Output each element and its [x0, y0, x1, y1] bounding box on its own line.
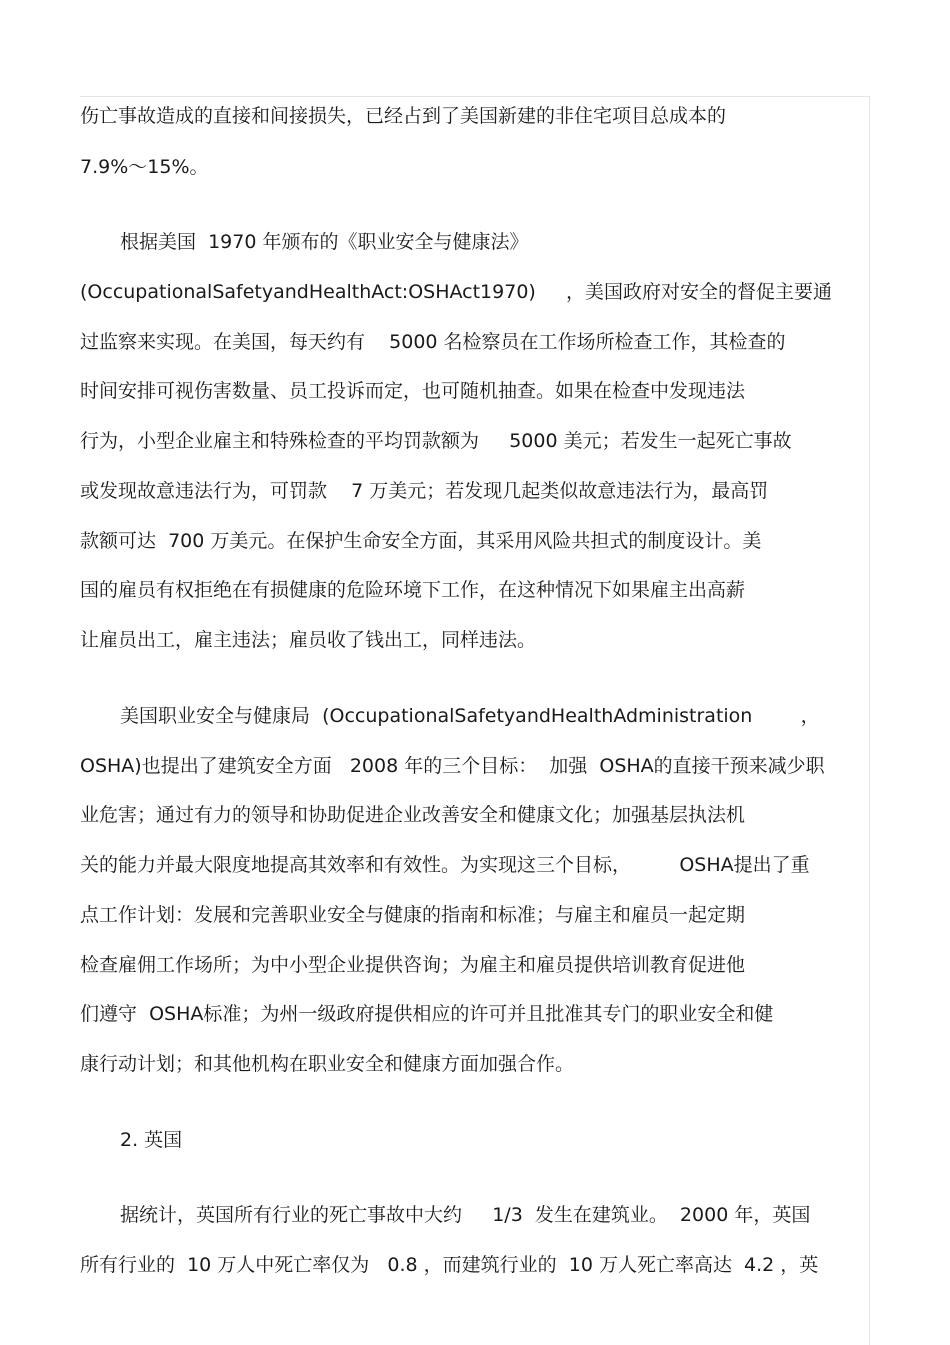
text-line: 7.9%～15%。: [80, 156, 209, 178]
text-line: 过监察来实现。在美国，每天约有 5000 名检察员在工作场所检查工作，其检查的: [80, 331, 786, 353]
text-line: 关的能力并最大限度地提高其效率和有效性。为实现这三个目标， OSHA提出了重: [80, 854, 810, 876]
page-border-right: [869, 96, 870, 1345]
text-line: 让雇员出工，雇主违法；雇员收了钱出工，同样违法。: [80, 629, 537, 651]
text-line: 业危害；通过有力的领导和协助促进企业改善安全和健康文化；加强基层执法机: [80, 804, 746, 826]
text-line: 根据美国 1970 年颁布的《职业安全与健康法》: [120, 231, 529, 253]
text-line: 国的雇员有权拒绝在有损健康的危险环境下工作，在这种情况下如果雇主出高薪: [80, 579, 746, 601]
page-border-top: [80, 96, 870, 97]
section-heading: 2. 英国: [120, 1129, 183, 1151]
text-line: OSHA)也提出了建筑安全方面 2008 年的三个目标： 加强 OSHA的直接干预来减少职: [80, 755, 825, 777]
text-line: 美国职业安全与健康局 (OccupationalSafetyandHealthAdministration ，: [120, 705, 820, 727]
text-line: 们遵守 OSHA标准；为州一级政府提供相应的许可并且批准其专门的职业安全和健: [80, 1003, 774, 1025]
text-line: (OccupationalSafetyandHealthAct:OSHAct1970) ，美国政府对安全的督促主要通: [80, 281, 833, 303]
text-line: 据统计，英国所有行业的死亡事故中大约 1/3 发生在建筑业。 2000 年，英国: [120, 1204, 811, 1226]
text-line: 或发现故意违法行为，可罚款 7 万美元；若发现几起类似故意违法行为，最高罚: [80, 480, 769, 502]
text-line: 检查雇佣工作场所；为中小型企业提供咨询；为雇主和雇员提供培训教育促进他: [80, 954, 746, 976]
text-line: 时间安排可视伤害数量、员工投诉而定，也可随机抽查。如果在检查中发现违法: [80, 380, 746, 402]
text-line: 所有行业的 10 万人中死亡率仅为 0.8 ，而建筑行业的 10 万人死亡率高达 4.2 ，英: [80, 1254, 819, 1276]
text-line: 行为，小型企业雇主和特殊检查的平均罚款额为 5000 美元；若发生一起死亡事故: [80, 430, 792, 452]
text-line: 点工作计划：发展和完善职业安全与健康的指南和标准；与雇主和雇员一起定期: [80, 904, 746, 926]
text-line: 款额可达 700 万美元。在保护生命安全方面，其采用风险共担式的制度设计。美: [80, 530, 762, 552]
text-line: 康行动计划；和其他机构在职业安全和健康方面加强合作。: [80, 1053, 575, 1075]
text-line: 伤亡事故造成的直接和间接损失，已经占到了美国新建的非住宅项目总成本的: [80, 105, 727, 127]
